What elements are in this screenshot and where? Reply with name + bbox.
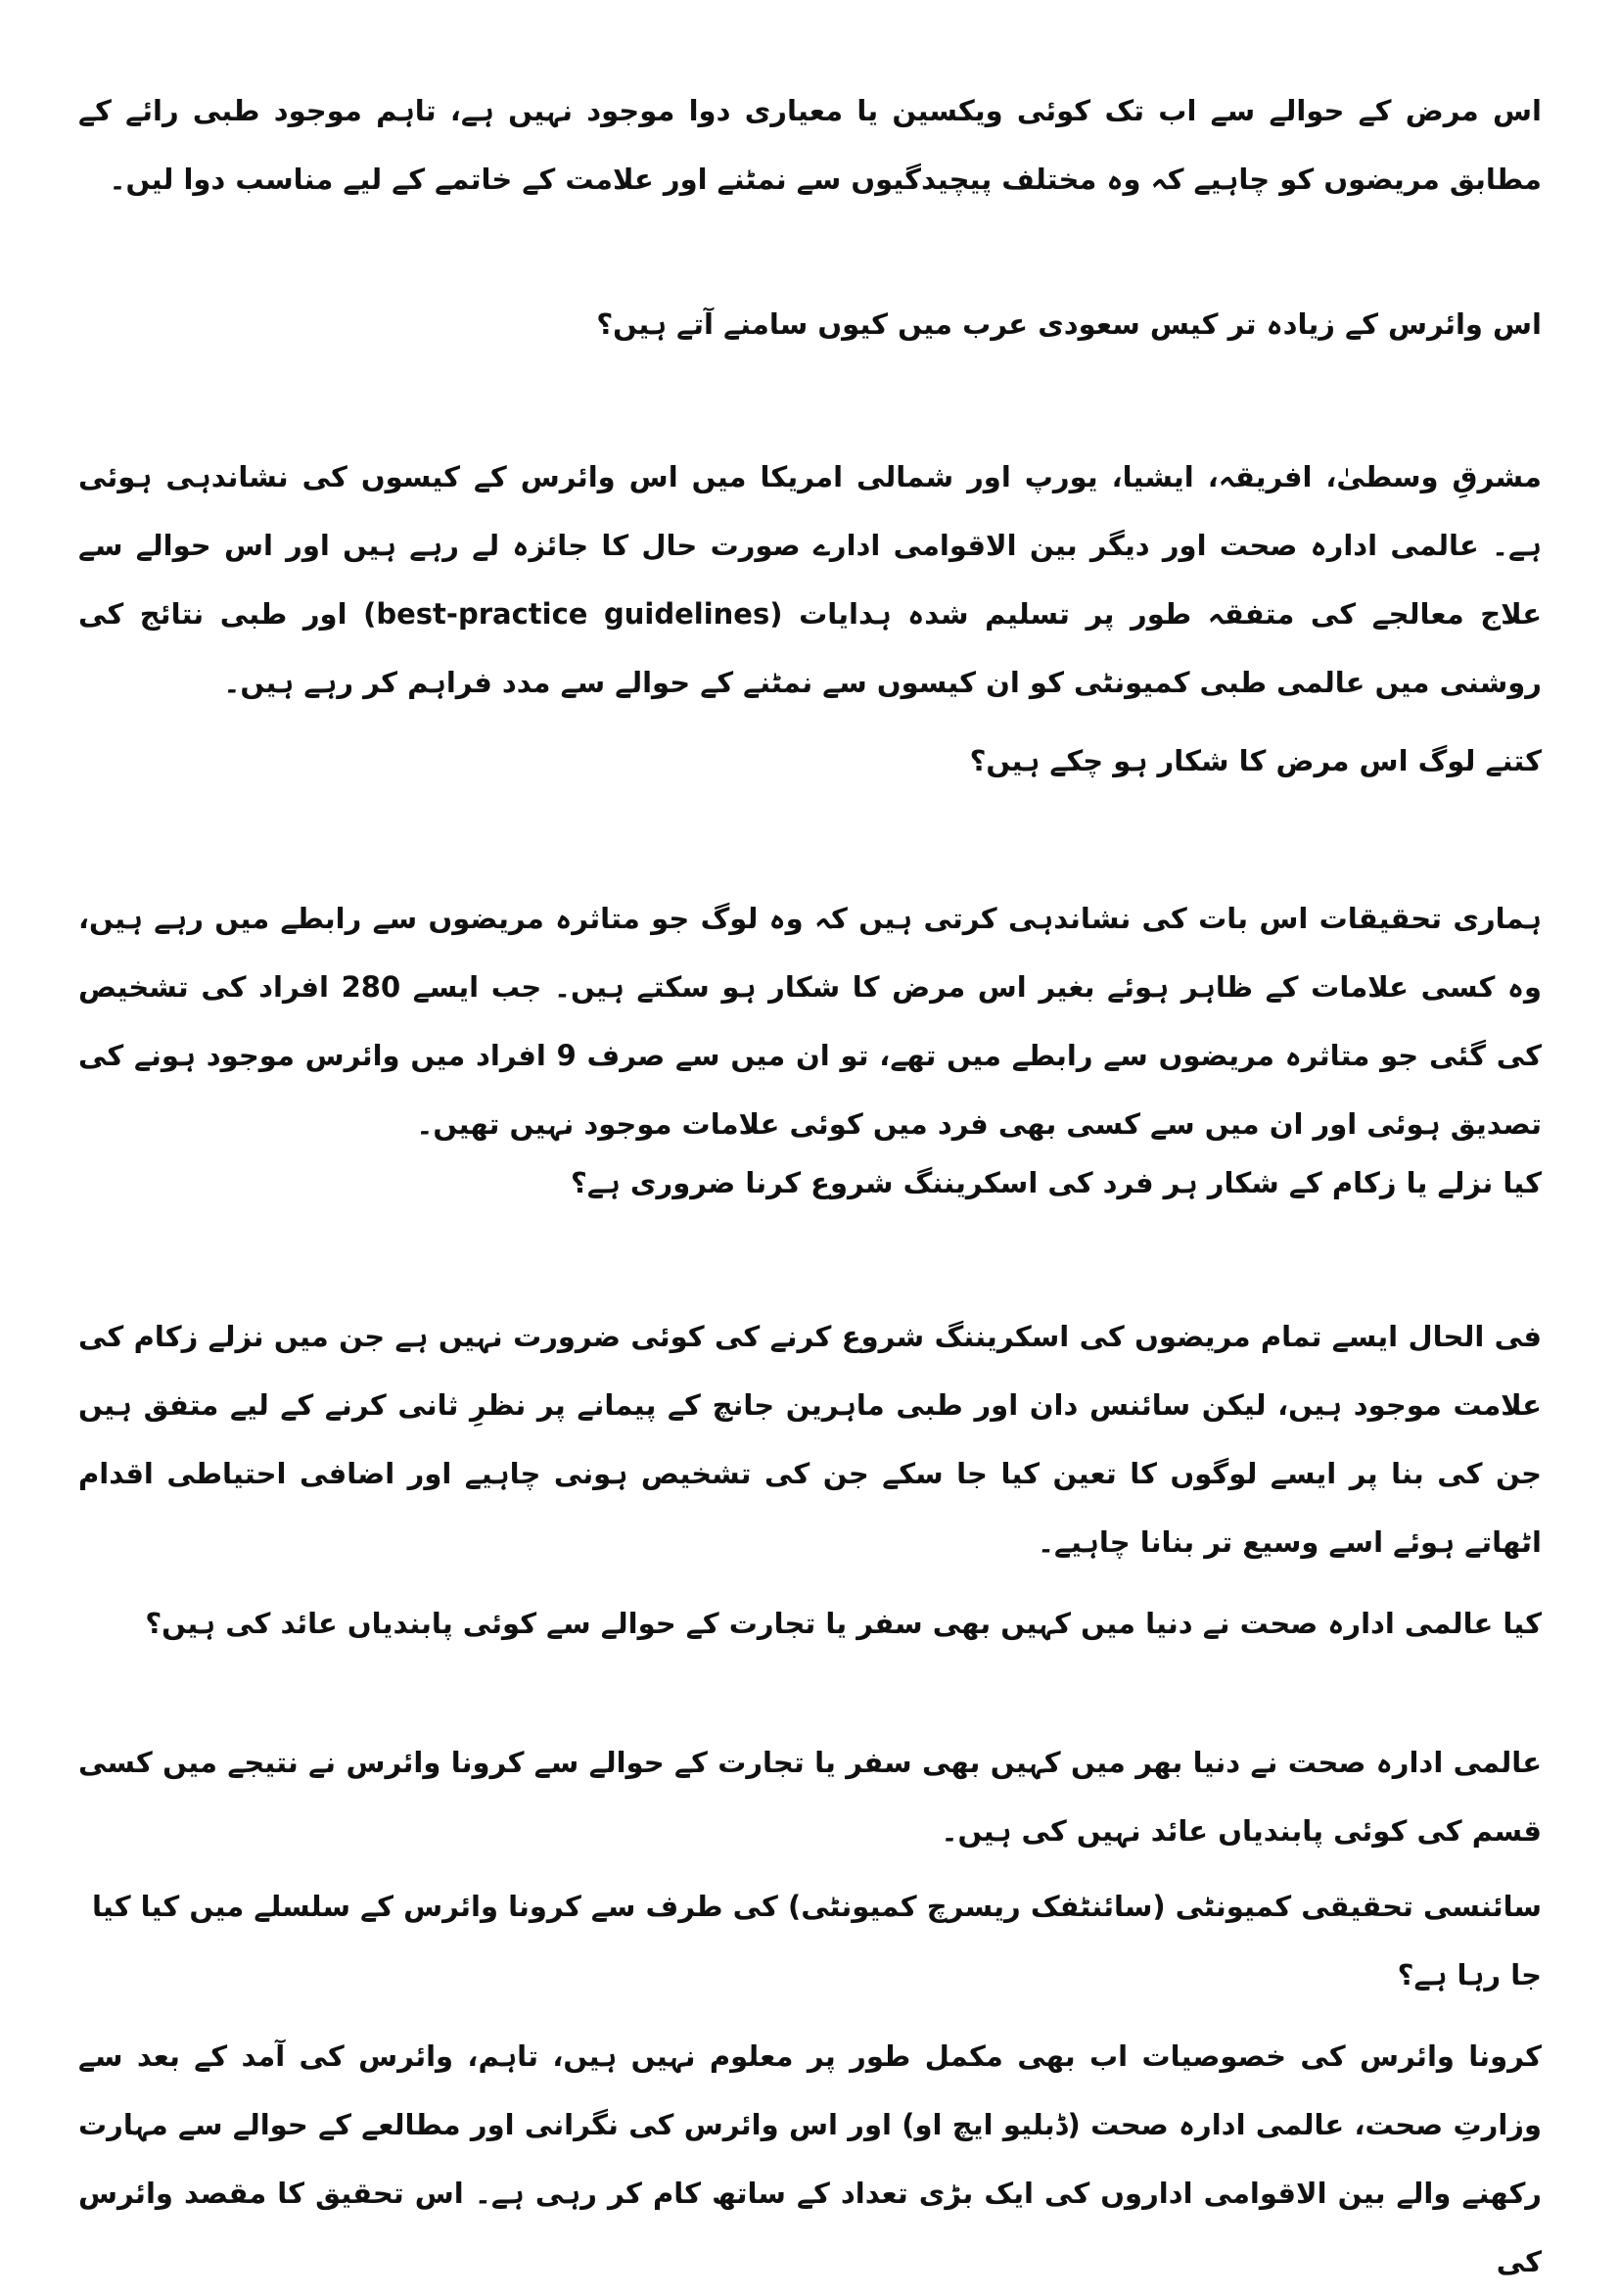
question-research-community: سائنسی تحقیقی کمیونٹی (سائنٹفک ریسرچ کمیونٹی) کی طرف سے کرونا وائرس کے سلسلے میں کیا کیا جا رہا ہے؟ <box>91 1890 1542 1991</box>
question-travel-restrictions: کیا عالمی ادارہ صحت نے دنیا میں کہیں بھی سفر یا تجارت کے حوالے سے کوئی پابندیاں عائد کی ہیں؟ <box>145 1607 1542 1640</box>
paragraph-investigations: ہماری تحقیقات اس بات کی نشاندہی کرتی ہیں کہ وہ لوگ جو متاثرہ مریضوں سے رابطے میں رہے ہیں، وہ کسی علامات کے ظاہر ہوئے بغیر اس مرض کا شکار ہو سکتے ہیں۔ جب ایسے 280 افراد کی تشخیص کی گئی جو متاثرہ مریضوں سے رابطے میں تھے، تو ان میں سے صرف 9 افراد میں وائرس موجود ہونے کی تصدیق ہوئی اور ان میں سے کسی بھی فرد میں کوئی علامات موجود نہیں تھیں۔ <box>78 902 1542 1141</box>
paragraph-screening: فی الحال ایسے تمام مریضوں کی اسکریننگ شروع کرنے کی کوئی ضرورت نہیں ہے جن میں نزلے زکام کی علامت موجود ہیں، لیکن سائنس دان اور طبی ماہرین جانچ کے پیمانے پر نظرِ ثانی کرنے کے لیے متفق ہیں جن کی بنا پر ایسے لوگوں کا تعین کیا جا سکے جن کی تشخیص ہونی چاہیے اور اضافی احتیاطی اقدام اٹھاتے ہوئے اسے وسیع تر بنانا چاہیے۔ <box>78 1320 1542 1559</box>
paragraph-travel: عالمی ادارہ صحت نے دنیا بھر میں کہیں بھی سفر یا تجارت کے حوالے سے کرونا وائرس نے نتیجے میں کسی قسم کی کوئی پابندیاں عائد نہیں کی ہیں۔ <box>78 1746 1542 1848</box>
paragraph-regions: مشرقِ وسطیٰ، افریقہ، ایشیا، یورپ اور شمالی امریکا میں اس وائرس کے کیسوں کی نشاندہی ہوئی ہے۔ عالمی ادارہ صحت اور دیگر بین الاقوامی ادارے صورت حال کا جائزہ لے رہے ہیں اور اس حوالے سے علاج معالجے کی متفقہ طور پر تسلیم شدہ ہدایات (best-practice guidelines) اور طبی نتائج کی روشنی میں عالمی طبی کمیونٹی کو ان کیسوں سے نمٹنے کے حوالے سے مدد فراہم کر رہے ہیں۔ <box>78 460 1543 699</box>
paragraph-no-vaccine: اس مرض کے حوالے سے اب تک کوئی ویکسین یا معیاری دوا موجود نہیں ہے، تاہم موجود طبی رائے کے مطابق مریضوں کو چاہیے کہ وہ مختلف پیچیدگیوں سے نمٹنے اور علامت کے خاتمے کے لیے مناسب دوا لیں۔ <box>78 94 1542 196</box>
question-how-many-infected: کتنے لوگ اس مرض کا شکار ہو چکے ہیں؟ <box>969 744 1542 777</box>
question-screening: کیا نزلے یا زکام کے شکار ہر فرد کی اسکریننگ شروع کرنا ضروری ہے؟ <box>571 1166 1542 1199</box>
question-saudi-cases: اس وائرس کے زیادہ تر کیس سعودی عرب میں کیوں سامنے آتے ہیں؟ <box>596 307 1542 341</box>
paragraph-research: کرونا وائرس کی خصوصیات اب بھی مکمل طور پر معلوم نہیں ہیں، تاہم، وائرس کی آمد کے بعد سے وزارتِ صحت، عالمی ادارہ صحت (ڈبلیو ایچ او) اور اس وائرس کی نگرانی اور مطالعے کے حوالے سے مہارت رکھنے والے بین الاقوامی اداروں کی ایک بڑی تعداد کے ساتھ کام کر رہی ہے۔ اس تحقیق کا مقصد وائرس کی <box>78 2039 1542 2278</box>
